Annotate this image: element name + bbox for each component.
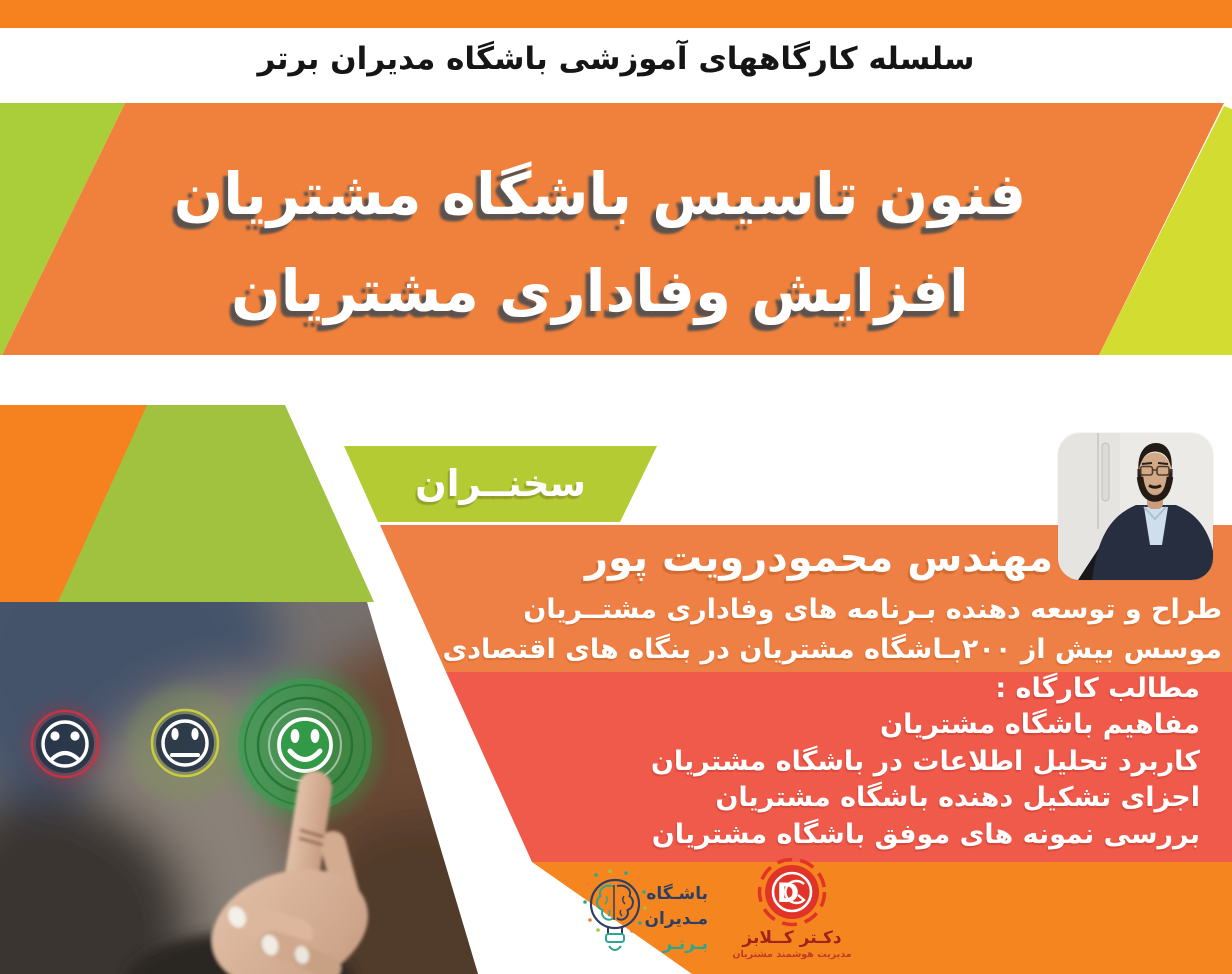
managers-club-logo-text xyxy=(620,882,708,957)
dr-clubs-tagline: مدیریت هوشمند مشتریان xyxy=(732,949,852,960)
topics-heading: مطالب کارگاه : xyxy=(995,673,1200,704)
main-title-line-1: فنون تاسیس باشگاه مشتریان xyxy=(173,160,1027,228)
club-logo-line-1: باشـگاه xyxy=(646,884,708,904)
speaker-photo xyxy=(1058,433,1213,580)
speaker-bio-line-1: طراح و توسعه دهنده بـرنامه های وفاداری مشتــریان xyxy=(523,594,1222,625)
club-logo-line-2: مـدیران xyxy=(644,909,708,929)
rating-photo xyxy=(0,602,480,974)
speaker-tab-label: سخنــران xyxy=(415,461,586,505)
sad-face-icon xyxy=(25,704,105,784)
speaker-portrait-graphic xyxy=(1058,433,1213,580)
main-title xyxy=(0,146,1200,340)
dr-clubs-logo-icon xyxy=(752,856,832,928)
top-bar xyxy=(0,0,1232,28)
speaker-name: مهندس محمودرویت پور xyxy=(584,535,1053,581)
series-title: سلسله کارگاههای آموزشی باشگاه مدیران برتر xyxy=(257,41,975,77)
main-title-line-2: افزایش وفاداری مشتریان xyxy=(231,257,969,325)
club-logo-line-3: بـرتـر xyxy=(662,934,708,954)
topic-item: اجزای تشکیل دهنده باشگاه مشتریان xyxy=(715,782,1200,814)
topic-item: مفاهیم باشگاه مشتریان xyxy=(880,709,1200,741)
dr-clubs-name: دکـتر کــلابز xyxy=(742,928,842,948)
topics-list xyxy=(651,671,1200,853)
speaker-bio-line-2: موسس بیش از ۲۰۰بـاشگاه مشتریان در بنگاه های اقتصادی xyxy=(442,633,1222,665)
topic-item: بررسی نمونه های موفق باشگاه مشتریان xyxy=(651,818,1200,850)
dr-clubs-monogram: D xyxy=(776,878,800,909)
speaker-bio xyxy=(442,590,1222,669)
topic-item: کاربرد تحلیل اطلاعات در باشگاه مشتریان xyxy=(650,745,1200,777)
neutral-face-icon xyxy=(127,685,243,801)
